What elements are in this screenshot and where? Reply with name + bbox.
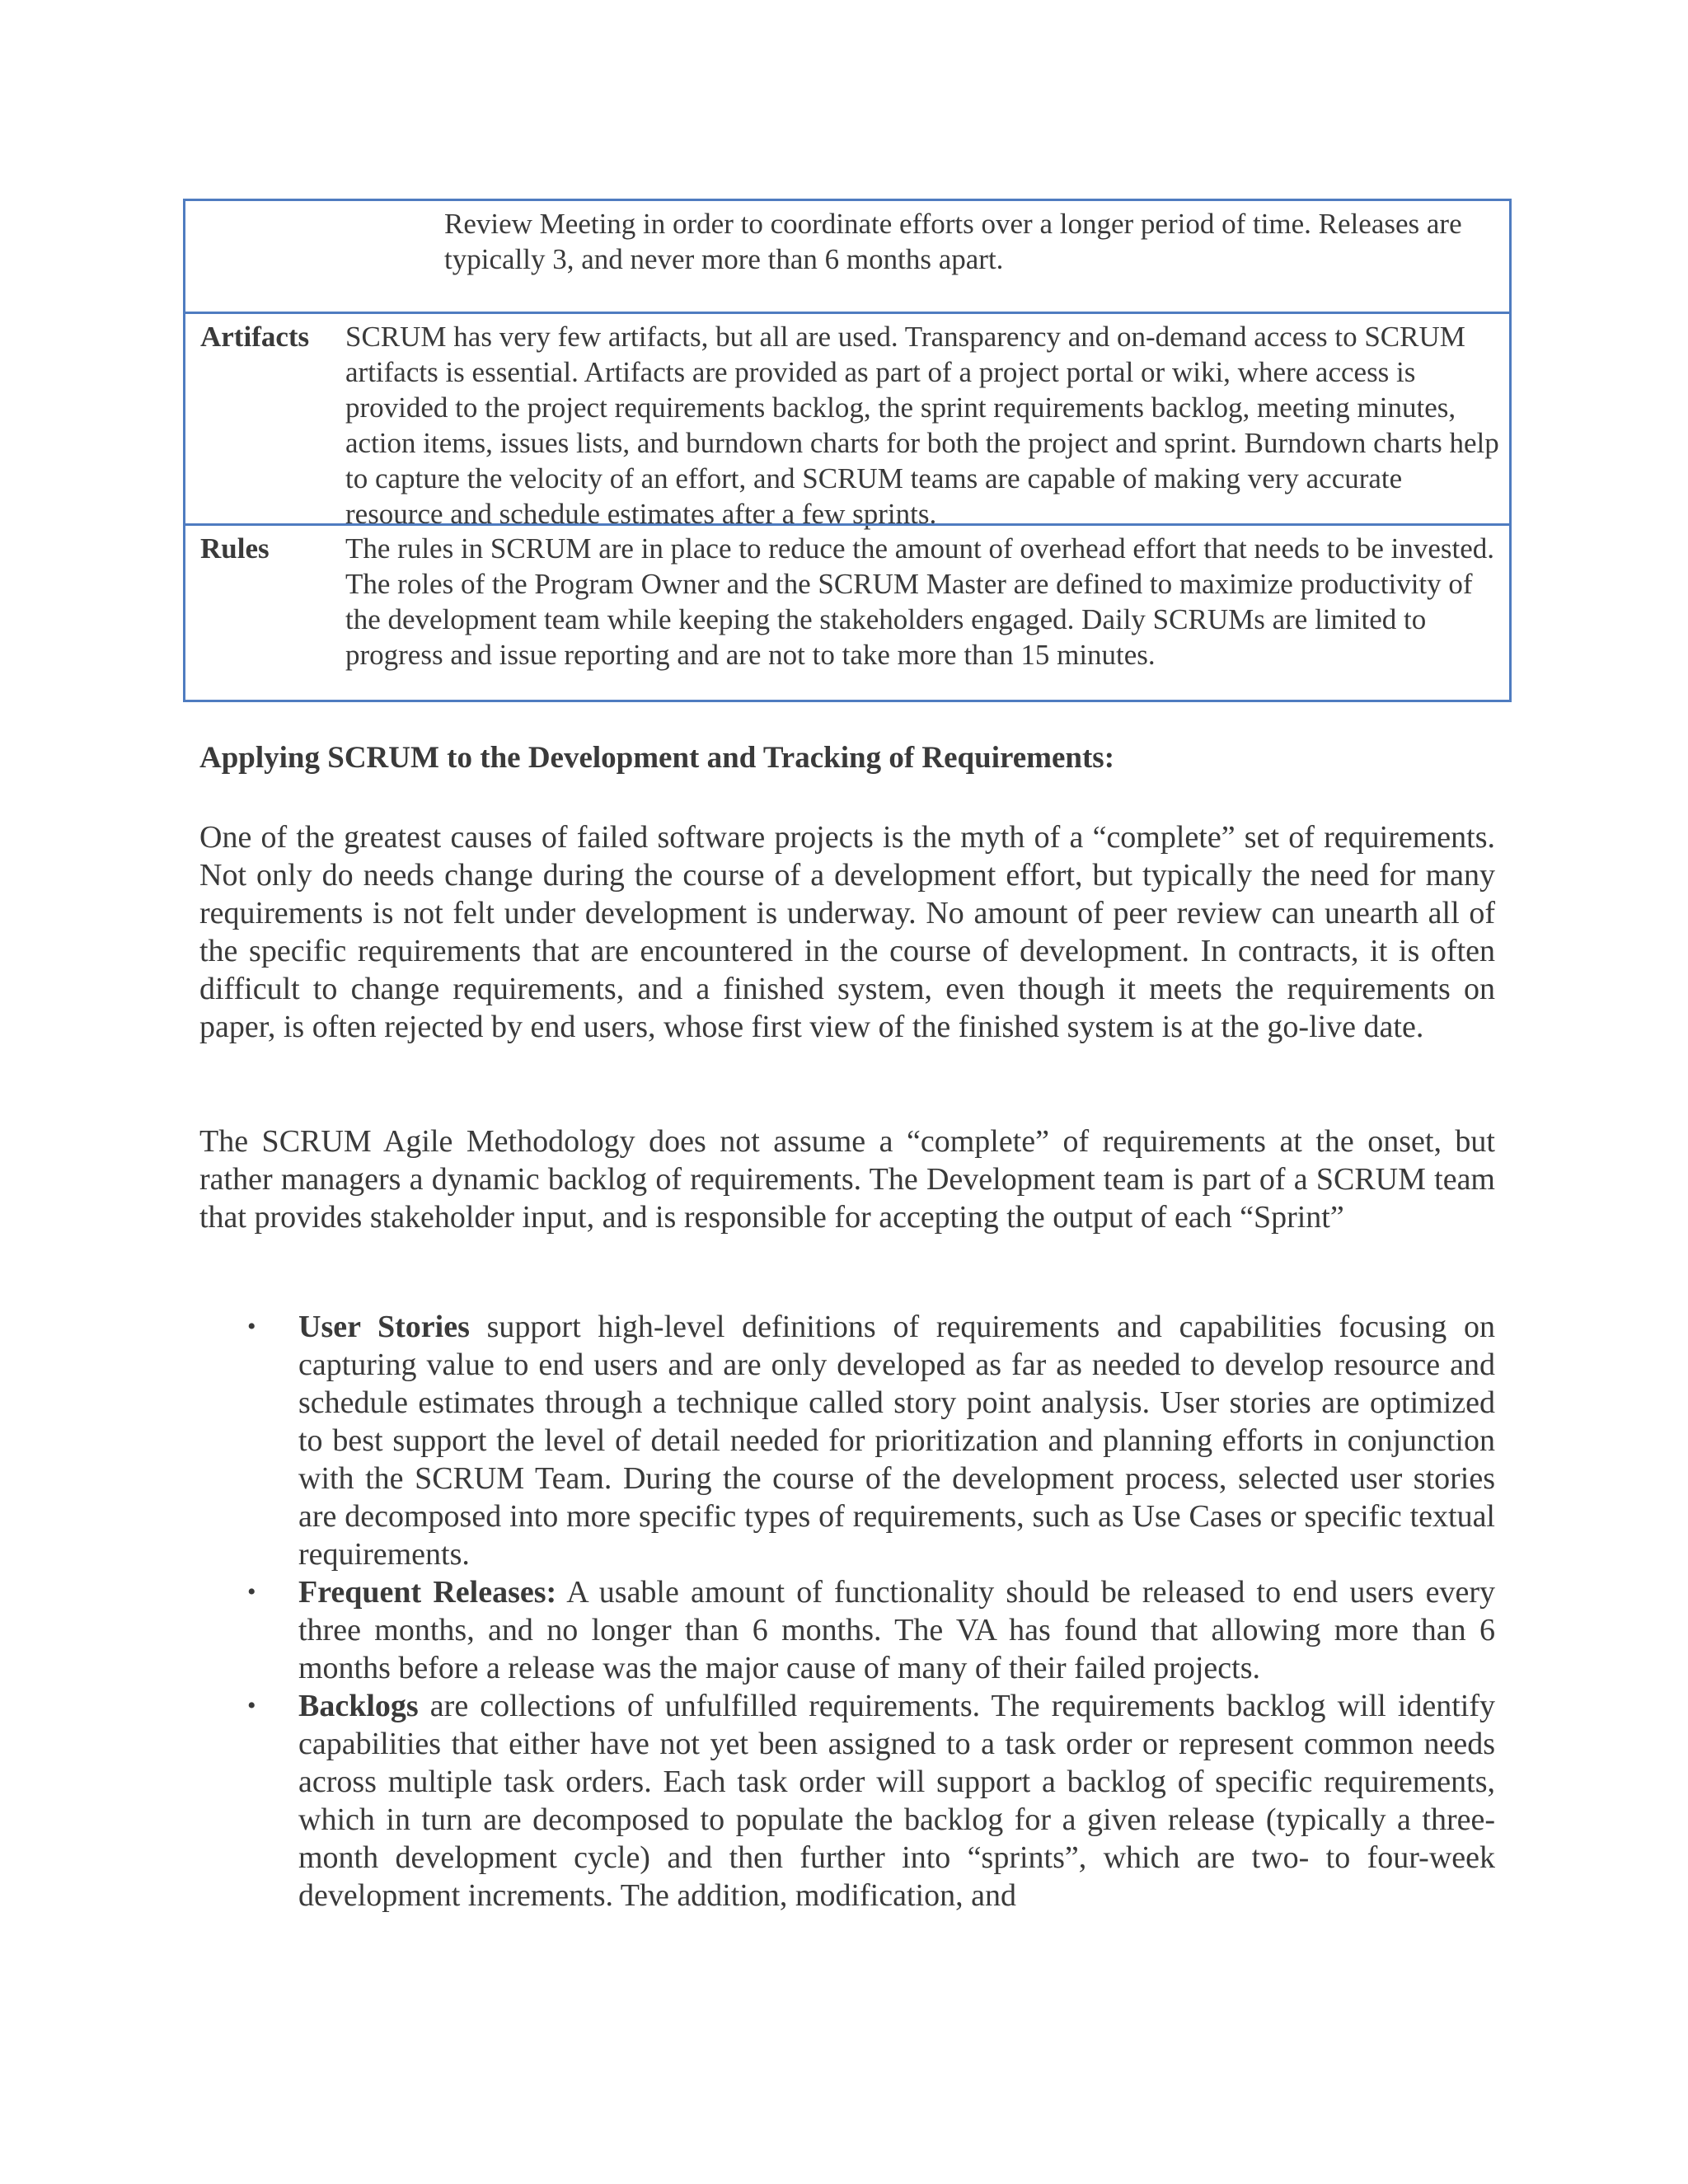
bullet-text: A usable amount of functionality should be released to end users every three months, and no longer than 6 months. The VA has found that allowing more than 6 months before a release was the major cause of many of their failed projects. <box>298 1575 1495 1685</box>
paragraph-complete-requirements-myth: One of the greatest causes of failed software projects is the myth of a “complete” set of requirements. Not only do needs change during the course of a development effort, but typically the need for many requirements is not felt under development is underway. No amount of peer review can unearth all of the specific requirements that are encountered in the course of development. In contracts, it is often difficult to change requirements, and a finished system, even though it meets the requirements on paper, is often rejected by end users, whose first view of the finished system is at the go-live date. <box>199 820 1495 1044</box>
row-text-artifacts: SCRUM has very few artifacts, but all are used. Transparency and on-demand access to SCRUM artifacts is essential. Artifacts are provided as part of a project portal or wiki, where access is provided to the project requirements backlog, the sprint requirements backlog, meeting minutes, action items, issues lists, and burndown charts for both the project and sprint. Burndown charts help to capture the velocity of an effort, and SCRUM teams are capable of making very accurate resource and schedule estimates after a few sprints. <box>345 321 1499 530</box>
section-heading: Applying SCRUM to the Development and Tracking of Requirements: <box>199 741 1115 775</box>
bullet-item-backlogs <box>199 1687 1495 1915</box>
row-label-artifacts: Artifacts <box>200 321 310 353</box>
row-text-rules: The rules in SCRUM are in place to reduce the amount of overhead effort that needs to be invested. The roles of the Program Owner and the SCRUM Master are defined to maximize productivity of the development team while keeping the stakeholders engaged. Daily SCRUMs are limited to progress and issue reporting and are not to take more than 15 minutes. <box>345 532 1495 671</box>
bullet-term: Backlogs <box>298 1689 419 1723</box>
row-label-rules: Rules <box>200 532 270 565</box>
bullet-icon: • <box>247 1692 256 1719</box>
bullet-term: User Stories <box>298 1310 470 1344</box>
scrum-table <box>183 199 1512 702</box>
bullet-icon: • <box>247 1578 256 1605</box>
bullet-list <box>199 1308 1495 1915</box>
bullet-text: are collections of unfulfilled requirements. The requirements backlog will identify capabilities that either have not yet been assigned to a task order or represent common needs across multiple task orders. Each task order will support a backlog of specific requirements, which in turn are decomposed to populate the backlog for a given release (typically a three-month development cycle) and then further into “sprints”, which are two- to four-week development increments. The addition, modification, and <box>298 1689 1495 1913</box>
paragraph-scrum-agile-methodology: The SCRUM Agile Methodology does not assume a “complete” of requirements at the onset, but rather managers a dynamic backlog of requirements. The Development team is part of a SCRUM team that provides stakeholder input, and is responsible for accepting the output of each “Sprint” <box>199 1124 1495 1235</box>
bullet-text: support high-level definitions of requirements and capabilities focusing on capturing value to end users and are only developed as far as needed to develop resource and schedule estimates through a technique called story point analysis. User stories are optimized to best support the level of detail needed for prioritization and planning efforts in conjunction with the SCRUM Team. During the course of the development process, selected user stories are decomposed into more specific types of requirements, such as Use Cases or specific textual requirements. <box>298 1310 1495 1572</box>
bullet-icon: • <box>247 1313 256 1340</box>
bullet-item-user-stories <box>199 1308 1495 1573</box>
bullet-term: Frequent Releases: <box>298 1575 557 1610</box>
table-row-rules <box>185 523 1509 700</box>
bullet-item-frequent-releases <box>199 1573 1495 1687</box>
table-row-continuation <box>185 201 1509 312</box>
table-row-artifacts <box>185 312 1509 530</box>
continuation-text: Review Meeting in order to coordinate efforts over a longer period of time. Releases are typically 3, and never more than 6 months apart. <box>444 208 1462 275</box>
